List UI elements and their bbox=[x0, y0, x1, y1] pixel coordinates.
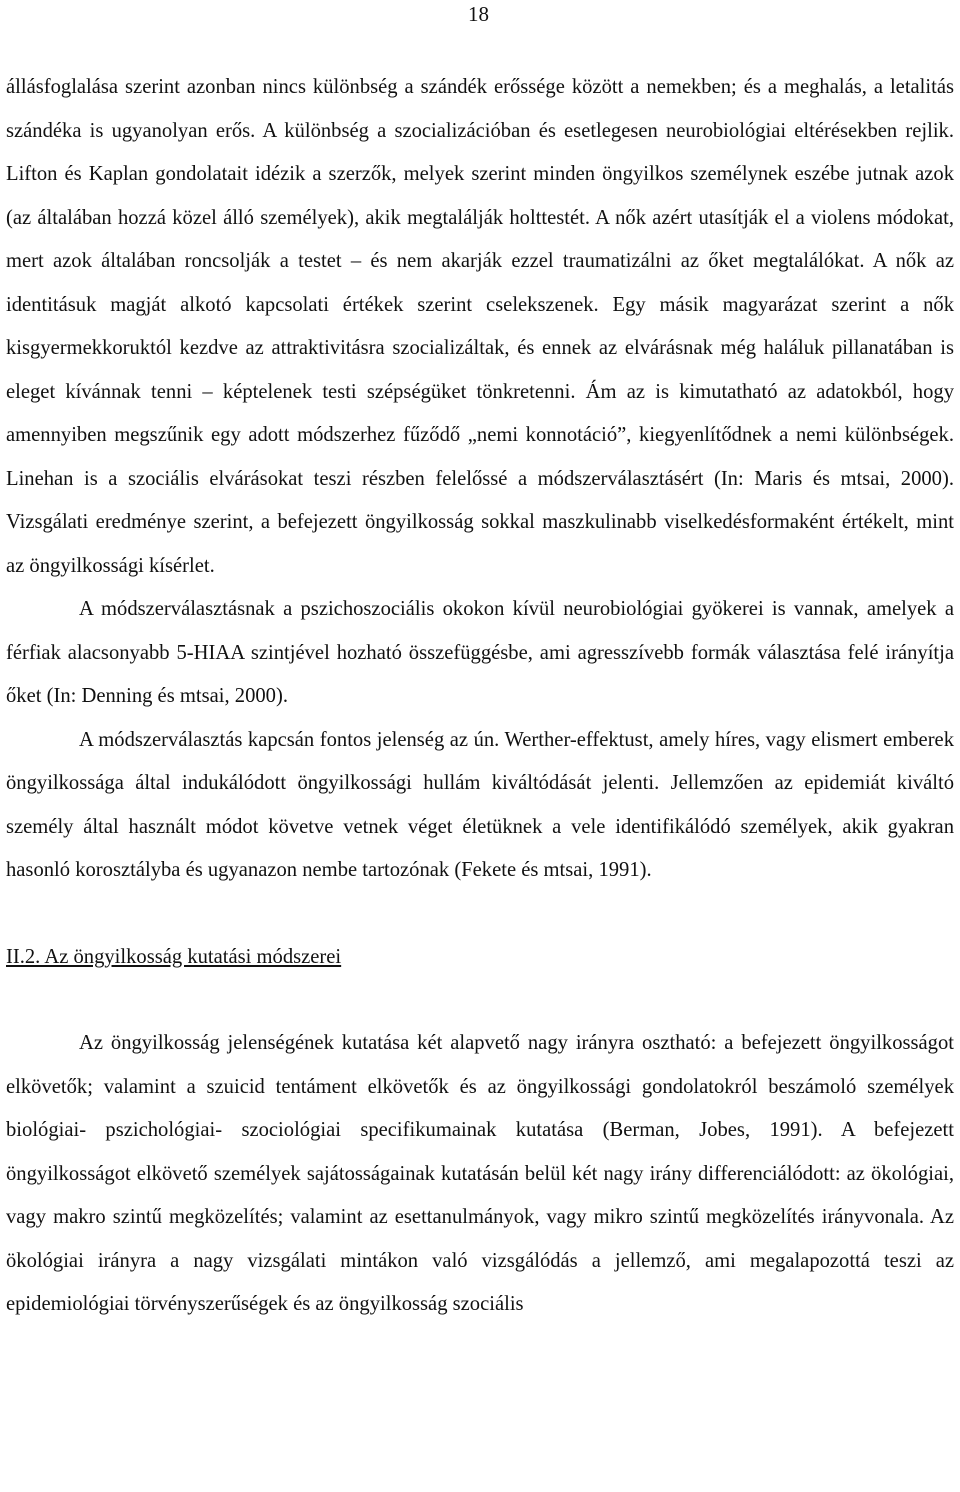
paragraph-continued: állásfoglalása szerint azonban nincs különbség a szándék erőssége között a nemekben; és a meghalás, a letalitás szándéka is ugyanolyan erős. A különbség a szocializációban és esetlegesen neurobiológiai eltérésekben rejlik. Lifton és Kaplan gondolatait idézik a szerzők, melyek szerint minden öngyilkos személynek eszébe jutnak azok (az általában hozzá közel álló személyek), akik megtalálják holttestét. A nők azért utasítják el a violens módokat, mert azok általában roncsolják a testet – és nem akarják ezzel traumatizálni az őket megtalálókat. A nők az identitásuk magját alkotó kapcsolati értékek szerint cselekszenek. Egy másik magyarázat szerint a nők kisgyermekkoruktól kezdve az attraktivitásra szocializáltak, és ennek az elvárásnak még haláluk pillanatában is eleget kívánnak tenni – képtelenek testi szépségüket tönkretenni. Ám az is kimutatható az adatokból, hogy amennyiben megszűnik egy adott módszerhez fűződő „nemi konnotáció”, kiegyenlítődnek a nemi különbségek. Linehan is a szociális elvárásokat teszi részben felelőssé a módszerválasztásért (In: Maris és mtsai, 2000). Vizsgálati eredménye szerint, a befejezett öngyilkosság sokkal maszkulinabb viselkedésformaként értékelt, mint az öngyilkossági kísérlet. bbox=[6, 76, 954, 577]
section-heading: II.2. Az öngyilkosság kutatási módszerei bbox=[6, 945, 342, 968]
paragraph-method-choice: A módszerválasztásnak a pszichoszociális okokon kívül neurobiológiai gyökerei is vannak, amelyek a férfiak alacsonyabb 5-HIAA szintjével hozható összefüggésbe, ami agresszívebb formák választása felé irányítja őket (In: Denning és mtsai, 2000). bbox=[6, 598, 954, 707]
page-number: 18 bbox=[468, 2, 489, 26]
paragraph-werther-effect: A módszerválasztás kapcsán fontos jelenség az ún. Werther-effektust, amely híres, vagy elismert emberek öngyilkossága által indukálódott öngyilkossági hullám kiváltódását jelenti. Jellemzően az epidemiát kiváltó személy által használt módot követve vetnek véget életüknek a vele identifikálódó személyek, akik gyakran hasonló korosztályba és ugyanazon nembe tartozónak (Fekete és mtsai, 1991). bbox=[6, 728, 954, 881]
document-body bbox=[6, 66, 954, 1327]
paragraph-research-methods: Az öngyilkosság jelenségének kutatása két alapvető nagy irányra osztható: a befejezett öngyilkosságot elkövetők; valamint a szuicid tentáment elkövetők és az öngyilkossági gondolatokról beszámoló személyek biológiai- pszichológiai- szociológiai specifikumainak kutatása (Berman, Jobes, 1991). A befejezett öngyilkosságot elkövető személyek sajátosságainak kutatásán belül két nagy irány differenciálódott: az ökológiai, vagy makro szintű megközelítés; valamint az esettanulmányok, vagy mikro szintű megközelítés irányvonala. Az ökológiai irányra a nagy vizsgálati mintákon való vizsgálódás a jellemző, ami megalapozottá teszi az epidemiológiai törvényszerűségek és az öngyilkosság szociális bbox=[6, 1032, 954, 1315]
